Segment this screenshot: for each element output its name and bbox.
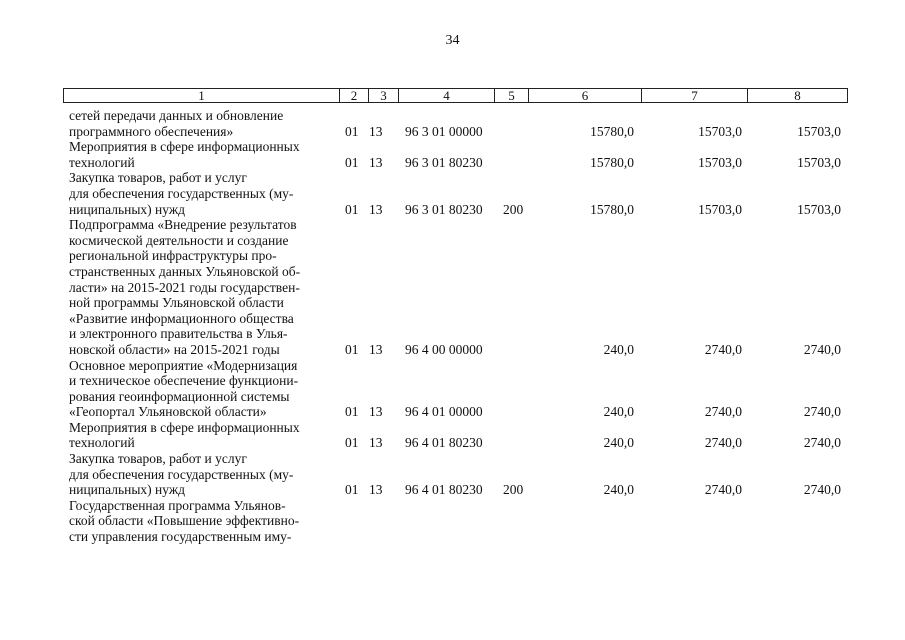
description-line: сти управления государственным иму- (69, 529, 292, 545)
table-row (0, 217, 905, 357)
description-line: Подпрограмма «Внедрение результатов (69, 217, 297, 233)
description-line: ной программы Ульяновской области (69, 295, 284, 311)
column-header-4: 4 (398, 89, 494, 102)
cell-col-3: 13 (369, 123, 383, 139)
description-line: Закупка товаров, работ и услуг (69, 451, 247, 467)
cell-col-5: 200 (503, 482, 524, 498)
row-description (69, 170, 332, 217)
cell-col-2: 01 (345, 154, 359, 170)
cell-col-6: 15780,0 (590, 201, 634, 217)
cell-col-6: 240,0 (603, 482, 634, 498)
cell-col-8: 15703,0 (797, 154, 841, 170)
cell-col-7: 2740,0 (704, 435, 742, 451)
cell-col-6: 15780,0 (590, 154, 634, 170)
description-line: технологий (69, 154, 135, 170)
description-line: новской области» на 2015-2021 годы (69, 341, 280, 357)
description-line: сетей передачи данных и обновление (69, 108, 284, 123)
column-header-8: 8 (747, 89, 847, 102)
column-header-6: 6 (528, 89, 641, 102)
description-line: Мероприятия в сфере информационных (69, 419, 300, 435)
cell-col-8: 15703,0 (797, 201, 841, 217)
description-line: рования геоинформационной системы (69, 388, 290, 404)
cell-col-6: 15780,0 (590, 123, 634, 139)
cell-col-4: 96 4 00 00000 (405, 341, 483, 357)
cell-col-4: 96 4 01 00000 (405, 404, 483, 420)
cell-col-4: 96 3 01 80230 (405, 154, 483, 170)
cell-col-4: 96 3 01 00000 (405, 123, 483, 139)
cell-col-3: 13 (369, 201, 383, 217)
cell-col-2: 01 (345, 123, 359, 139)
column-header-3: 3 (368, 89, 398, 102)
cell-col-4: 96 4 01 80230 (405, 482, 483, 498)
description-line: Мероприятия в сфере информационных (69, 139, 300, 155)
page-number: 34 (445, 33, 460, 48)
cell-col-2: 01 (345, 404, 359, 420)
cell-col-7: 15703,0 (698, 154, 742, 170)
table-row (0, 108, 905, 139)
description-line: для обеспечения государственных (му- (69, 185, 294, 201)
cell-col-8: 2740,0 (803, 482, 841, 498)
table-row (0, 451, 905, 498)
cell-col-3: 13 (369, 341, 383, 357)
cell-col-8: 2740,0 (803, 341, 841, 357)
cell-col-7: 15703,0 (698, 201, 742, 217)
table-row (0, 170, 905, 217)
description-line: космической деятельности и создание (69, 232, 289, 248)
description-line: ласти» на 2015-2021 годы государствен- (69, 279, 300, 295)
table-row (0, 358, 905, 420)
description-line: странственных данных Ульяновской об- (69, 263, 301, 279)
column-header-1: 1 (198, 88, 205, 103)
cell-col-6: 240,0 (603, 435, 634, 451)
description-line: ниципальных) нужд (69, 482, 186, 498)
cell-col-7: 2740,0 (704, 341, 742, 357)
cell-col-7: 2740,0 (704, 404, 742, 420)
cell-col-2: 01 (345, 201, 359, 217)
row-description (69, 358, 332, 420)
cell-col-6: 240,0 (603, 341, 634, 357)
description-line: Основное мероприятие «Модернизация (69, 357, 298, 373)
cell-col-7: 2740,0 (704, 482, 742, 498)
cell-col-2: 01 (345, 341, 359, 357)
description-line: и электронного правительства в Улья- (69, 326, 288, 342)
description-line: «Геопортал Ульяновской области» (69, 404, 267, 420)
row-description (69, 217, 332, 357)
table-body (0, 108, 905, 545)
description-line: и техническое обеспечение функциони- (69, 373, 299, 389)
row-description (69, 108, 332, 139)
description-line: программного обеспечения» (69, 123, 234, 139)
description-line: ниципальных) нужд (69, 201, 186, 217)
table-row (0, 420, 905, 451)
description-line: Закупка товаров, работ и услуг (69, 170, 247, 186)
description-line: региональной инфраструктуры про- (69, 248, 277, 264)
cell-col-5: 200 (503, 201, 524, 217)
column-header-7: 7 (641, 89, 747, 102)
cell-col-4: 96 3 01 80230 (405, 201, 483, 217)
row-description (69, 139, 332, 170)
description-line: для обеспечения государственных (му- (69, 466, 294, 482)
row-description (69, 498, 332, 545)
description-line: Государственная программа Ульянов- (69, 497, 286, 513)
description-line: технологий (69, 435, 135, 451)
table-row (0, 498, 905, 545)
table-header-row (63, 88, 848, 103)
row-description (69, 420, 332, 451)
cell-col-3: 13 (369, 404, 383, 420)
cell-col-3: 13 (369, 435, 383, 451)
cell-col-8: 15703,0 (797, 123, 841, 139)
cell-col-2: 01 (345, 482, 359, 498)
cell-col-8: 2740,0 (803, 435, 841, 451)
cell-col-4: 96 4 01 80230 (405, 435, 483, 451)
column-header-5: 5 (494, 89, 528, 102)
cell-col-3: 13 (369, 154, 383, 170)
row-description (69, 451, 332, 498)
description-line: ской области «Повышение эффективно- (69, 513, 300, 529)
column-header-2: 2 (339, 89, 368, 102)
cell-col-6: 240,0 (603, 404, 634, 420)
cell-col-3: 13 (369, 482, 383, 498)
cell-col-2: 01 (345, 435, 359, 451)
table-row (0, 139, 905, 170)
cell-col-8: 2740,0 (803, 404, 841, 420)
description-line: «Развитие информационного общества (69, 310, 294, 326)
cell-col-7: 15703,0 (698, 123, 742, 139)
